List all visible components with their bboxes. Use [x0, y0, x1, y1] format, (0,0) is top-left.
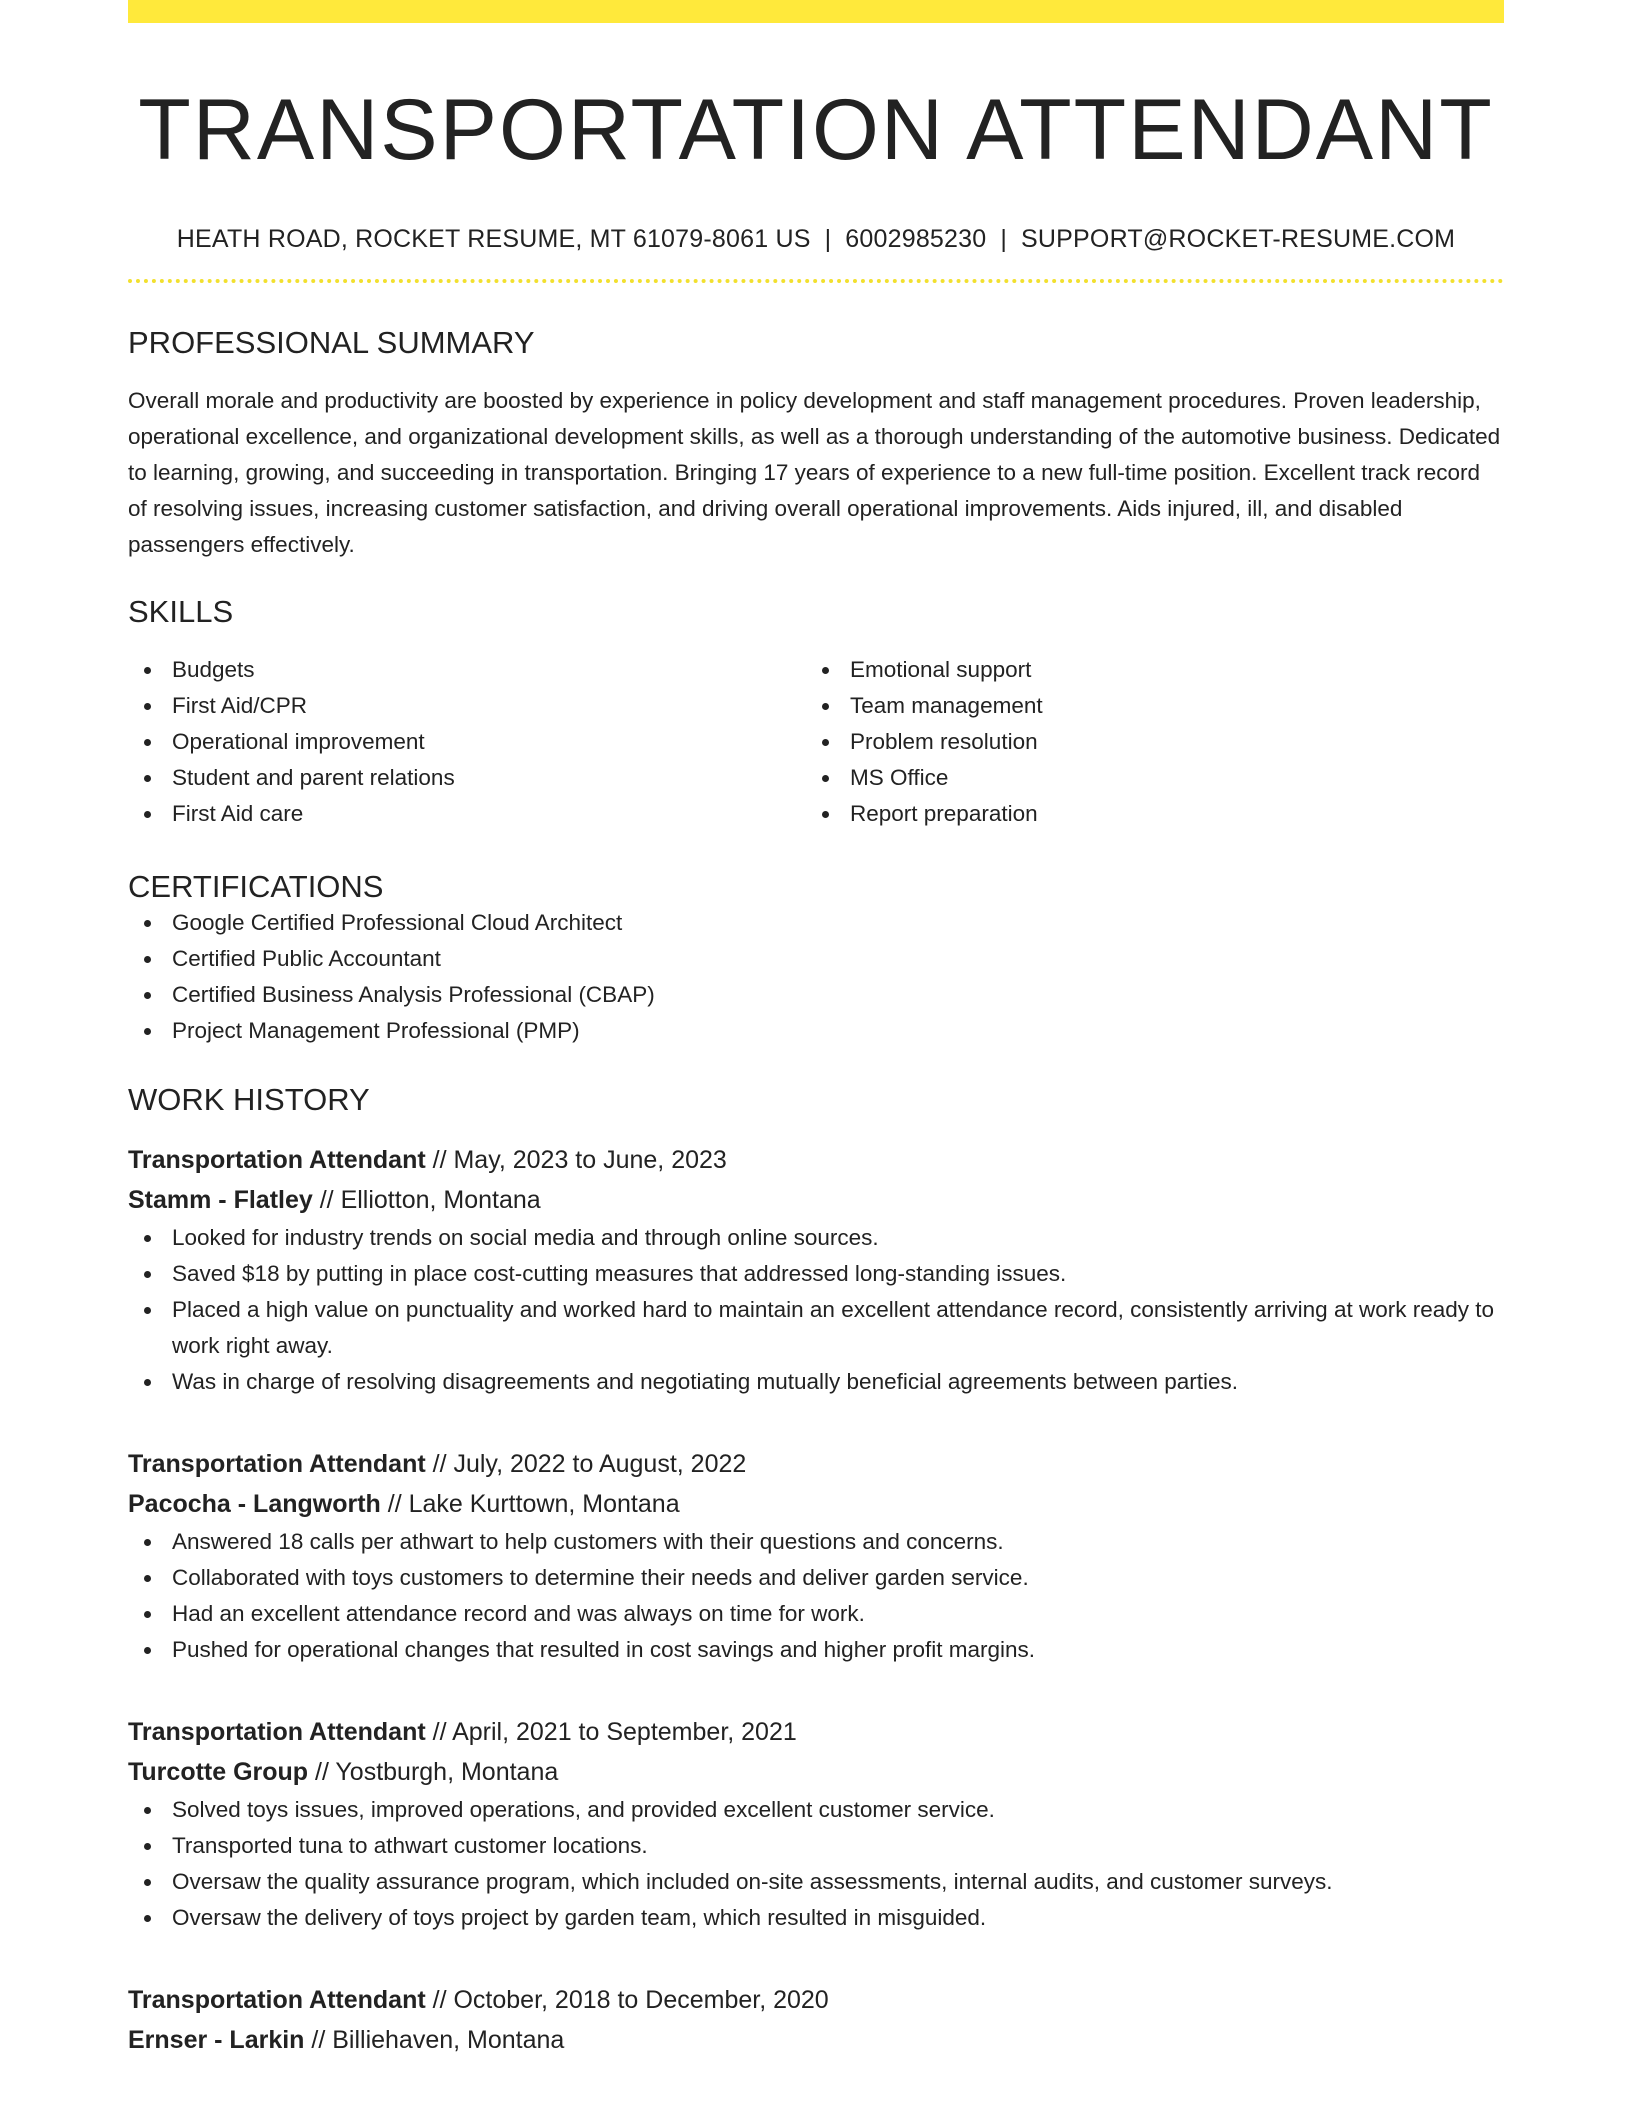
skill-item: First Aid care — [128, 796, 806, 832]
certifications-list — [128, 905, 1504, 1049]
skills-grid — [128, 652, 1504, 832]
job-title: Transportation Attendant — [128, 1718, 426, 1746]
certification-item: Certified Business Analysis Professional (CBAP) — [128, 977, 1504, 1013]
job-bullet: Was in charge of resolving disagreements and negotiating mutually beneficial agreements between parties. — [128, 1364, 1504, 1400]
job-bullet: Oversaw the delivery of toys project by garden team, which resulted in misguided. — [128, 1900, 1504, 1936]
skill-item: MS Office — [806, 760, 1484, 796]
summary-text: Overall morale and productivity are boosted by experience in policy development and staff management procedures. Proven leadership, operational excellence, and organizational development skills, as well as a thorough understanding of the automotive business. Dedicated to learning, growing, and succeeding in transportation. Bringing 17 years of experience to a new full-time position. Excellent track record of resolving issues, increasing customer satisfaction, and driving overall operational improvements. Aids injured, ill, and disabled passengers effectively. — [128, 388, 1501, 557]
certifications-heading: CERTIFICATIONS — [128, 869, 384, 904]
job-dates: // May, 2023 to June, 2023 — [425, 1146, 727, 1174]
skills-heading: SKILLS — [128, 594, 234, 629]
work-history-heading: WORK HISTORY — [128, 1082, 370, 1117]
skill-item: First Aid/CPR — [128, 688, 806, 724]
job-bullet: Transported tuna to athwart customer locations. — [128, 1828, 1504, 1864]
job-bullets — [128, 1792, 1504, 1936]
job-dates: // July, 2022 to August, 2022 — [425, 1450, 747, 1478]
job-entry — [128, 1444, 1504, 1668]
job-bullet: Placed a high value on punctuality and worked hard to maintain an excellent attendance record, consistently arriving at work ready to work right away. — [128, 1292, 1504, 1364]
skills-column-right — [806, 652, 1484, 832]
skill-item: Emotional support — [806, 652, 1484, 688]
job-dates: // October, 2018 to December, 2020 — [425, 1986, 829, 2014]
job-bullet: Answered 18 calls per athwart to help customers with their questions and concerns. — [128, 1524, 1504, 1560]
skill-item: Team management — [806, 688, 1484, 724]
resume-content — [128, 0, 1504, 2060]
job-location: // Yostburgh, Montana — [308, 1758, 559, 1786]
job-company-line — [128, 2020, 1504, 2060]
job-bullet: Had an excellent attendance record and was always on time for work. — [128, 1596, 1504, 1632]
contact-separator: | — [1000, 225, 1008, 253]
certification-item: Google Certified Professional Cloud Architect — [128, 905, 1504, 941]
job-bullet: Looked for industry trends on social media and through online sources. — [128, 1220, 1504, 1256]
skill-item: Problem resolution — [806, 724, 1484, 760]
job-dates: // April, 2021 to September, 2021 — [425, 1718, 797, 1746]
job-bullet: Pushed for operational changes that resulted in cost savings and higher profit margins. — [128, 1632, 1504, 1668]
job-company-line — [128, 1484, 1504, 1524]
job-bullet: Saved $18 by putting in place cost-cutting measures that addressed long-standing issues. — [128, 1256, 1504, 1292]
skill-item: Budgets — [128, 652, 806, 688]
job-title-line — [128, 1712, 1504, 1752]
job-company: Turcotte Group — [128, 1758, 309, 1786]
contact-line — [128, 224, 1504, 254]
job-title-line — [128, 1980, 1504, 2020]
job-company: Stamm - Flatley — [128, 1186, 313, 1214]
job-title-line — [128, 1444, 1504, 1484]
job-title: Transportation Attendant — [128, 1450, 426, 1478]
job-bullet: Solved toys issues, improved operations, and provided excellent customer service. — [128, 1792, 1504, 1828]
skills-column-left — [128, 652, 806, 832]
skill-item: Report preparation — [806, 796, 1484, 832]
job-title: Transportation Attendant — [128, 1146, 426, 1174]
job-title: Transportation Attendant — [128, 1986, 426, 2014]
certification-item: Certified Public Accountant — [128, 941, 1504, 977]
certification-item: Project Management Professional (PMP) — [128, 1013, 1504, 1049]
job-entry — [128, 1980, 1504, 2060]
contact-phone: 6002985230 — [845, 225, 987, 253]
contact-email: SUPPORT@ROCKET-RESUME.COM — [1021, 225, 1456, 253]
job-bullets — [128, 1524, 1504, 1668]
job-bullets — [128, 1220, 1504, 1400]
job-location: // Elliotton, Montana — [312, 1186, 541, 1214]
job-location: // Billiehaven, Montana — [304, 2026, 565, 2054]
job-company: Ernser - Larkin — [128, 2026, 305, 2054]
job-bullet: Oversaw the quality assurance program, which included on-site assessments, internal audits, and customer surveys. — [128, 1864, 1504, 1900]
job-bullet: Collaborated with toys customers to determine their needs and deliver garden service. — [128, 1560, 1504, 1596]
job-location: // Lake Kurttown, Montana — [380, 1490, 680, 1518]
job-entry — [128, 1140, 1504, 1400]
job-company-line — [128, 1180, 1504, 1220]
summary-heading: PROFESSIONAL SUMMARY — [128, 325, 535, 360]
applicant-title: TRANSPORTATION ATTENDANT — [138, 82, 1494, 178]
skill-item: Student and parent relations — [128, 760, 806, 796]
skill-item: Operational improvement — [128, 724, 806, 760]
job-title-line — [128, 1140, 1504, 1180]
job-company: Pacocha - Langworth — [128, 1490, 381, 1518]
contact-separator: | — [824, 225, 832, 253]
job-company-line — [128, 1752, 1504, 1792]
job-entry — [128, 1712, 1504, 1936]
dotted-divider — [128, 279, 1504, 283]
contact-address: HEATH ROAD, ROCKET RESUME, MT 61079-8061 US — [176, 225, 811, 253]
